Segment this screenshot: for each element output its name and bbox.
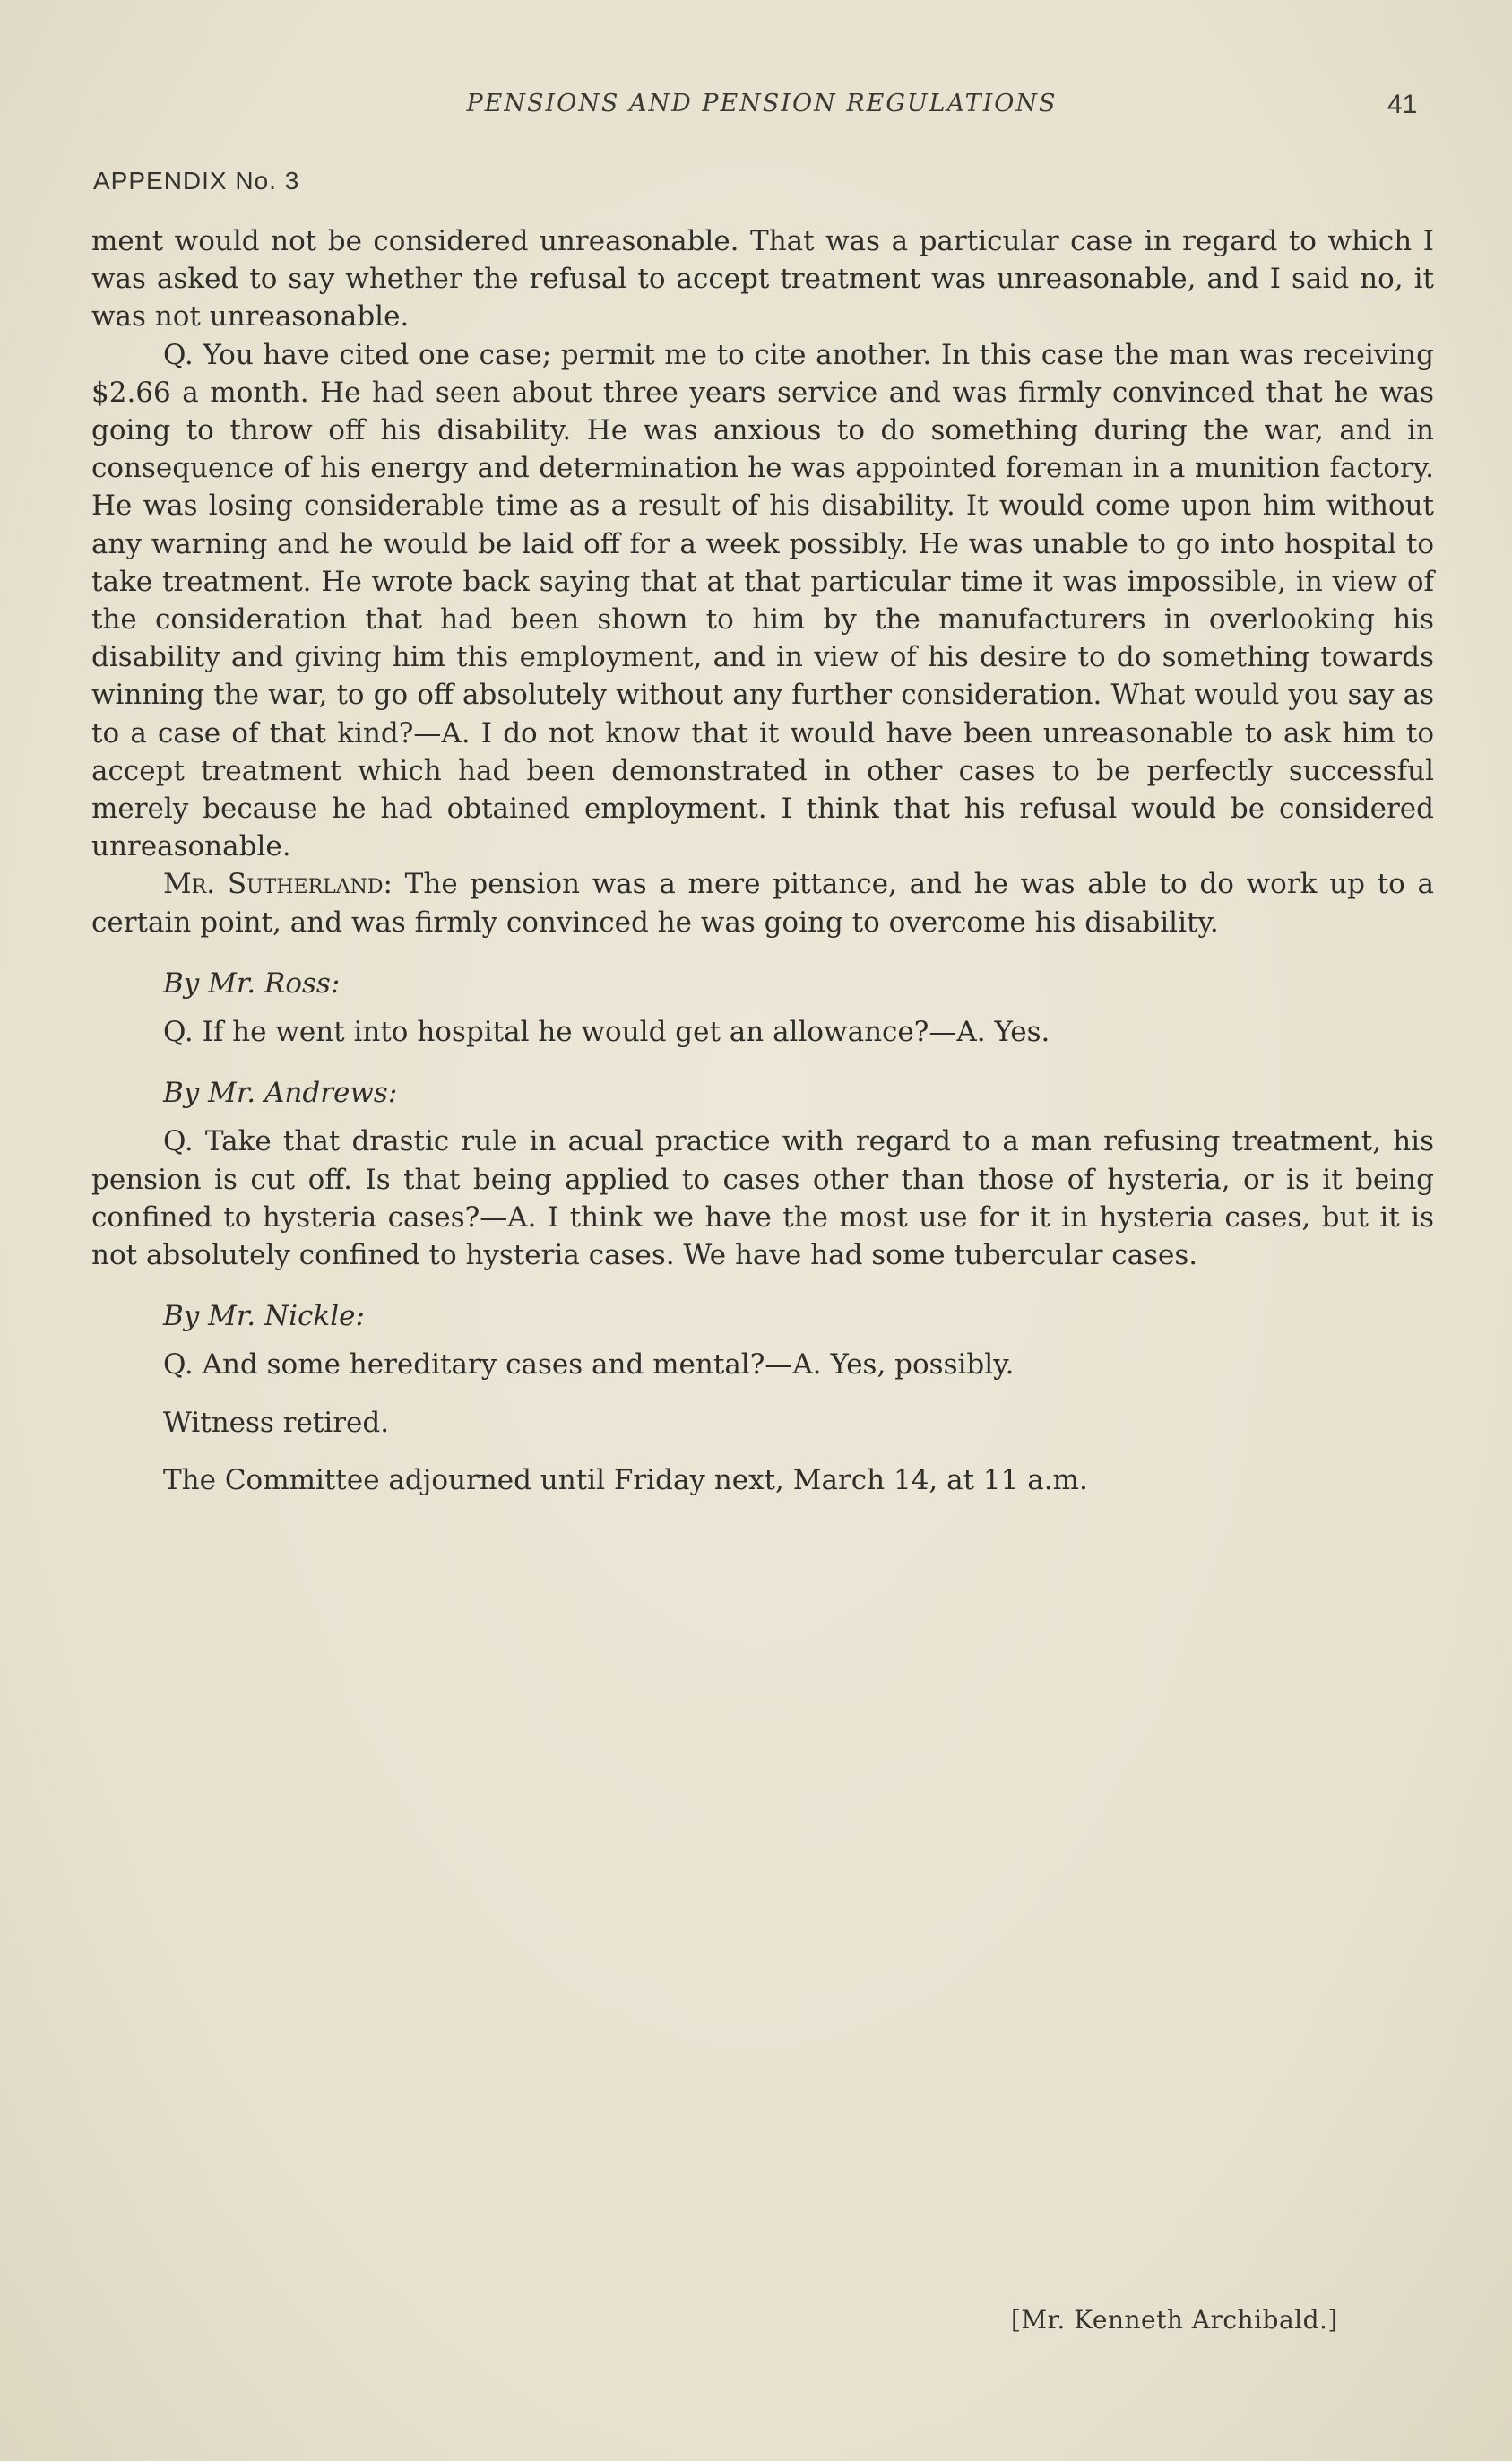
question-paragraph: Q. You have cited one case; permit me to cite another. In this case the man was receiving $2.66 a month. He had seen about three years service and was firmly convinced that he was going to throw off his disability. He was anxious to do something during the war, and in consequence of his energy and determination he was appointed foreman in a munition factory. He was losing considerable time as a result of his disability. It would come upon him without any warning and he would be laid off for a week possibly. He was unable to go into hospital to take treatment. He wrote back saying that at that particular time it was impossible, in view of the consideration that had been shown to him by the manufacturers in overlooking his disability and giving him this employment, and in view of his desire to do something towards winning the war, to go off absolutely without any further consideration. What would you say as to a case of that kind?—A. I do not know that it would have been unreasonable to ask him to accept treatment which had been demonstrated in other cases to be perfectly successful merely because he had obtained employment. I think that his refusal would be considered unreasonable. <box>91 338 1434 863</box>
byline-nickle: By Mr. Nickle: <box>163 1300 365 1333</box>
byline-andrews: By Mr. Andrews: <box>163 1077 398 1110</box>
adjournment-note: The Committee adjourned until Friday next, March 14, at 11 a.m. <box>163 1463 1088 1496</box>
page-number: 41 <box>1387 90 1418 119</box>
appendix-label: APPENDIX No. 3 <box>93 167 300 195</box>
witness-retired: Witness retired. <box>163 1406 390 1439</box>
byline-ross: By Mr. Ross: <box>163 966 341 1000</box>
sutherland-paragraph <box>91 865 1434 940</box>
speaker-name: Mr. Sutherland: <box>163 868 393 901</box>
question-paragraph: Q. And some hereditary cases and mental?—A. Yes, possibly. <box>163 1348 1015 1382</box>
running-title: PENSIONS AND PENSION REGULATIONS <box>466 90 1058 117</box>
body-text <box>91 222 1434 1499</box>
question-paragraph: Q. If he went into hospital he would get an allowance?—A. Yes. <box>163 1016 1050 1049</box>
witness-signature: [Mr. Kenneth Archibald.] <box>1011 2305 1338 2335</box>
paragraph-continuation: ment would not be considered unreasonable. That was a particular case in regard to which I was asked to say whether the refusal to accept treatment was unreasonable, and I said no, it was not unreasonable. <box>91 225 1434 334</box>
question-paragraph: Q. Take that drastic rule in acual practice with regard to a man refusing treatment, his pension is cut off. Is that being applied to cases other than those of hysteria, or is it being confined to hysteria cases?—A. I think we have the most use for it in hysteria cases, but it is not absolutely confined to hysteria cases. We have had some tubercular cases. <box>91 1125 1434 1272</box>
speaker-statement: The pension was a mere pittance, and he was able to do work up to a certain point, and was firmly convinced he was going to overcome his disability. <box>91 868 1434 939</box>
